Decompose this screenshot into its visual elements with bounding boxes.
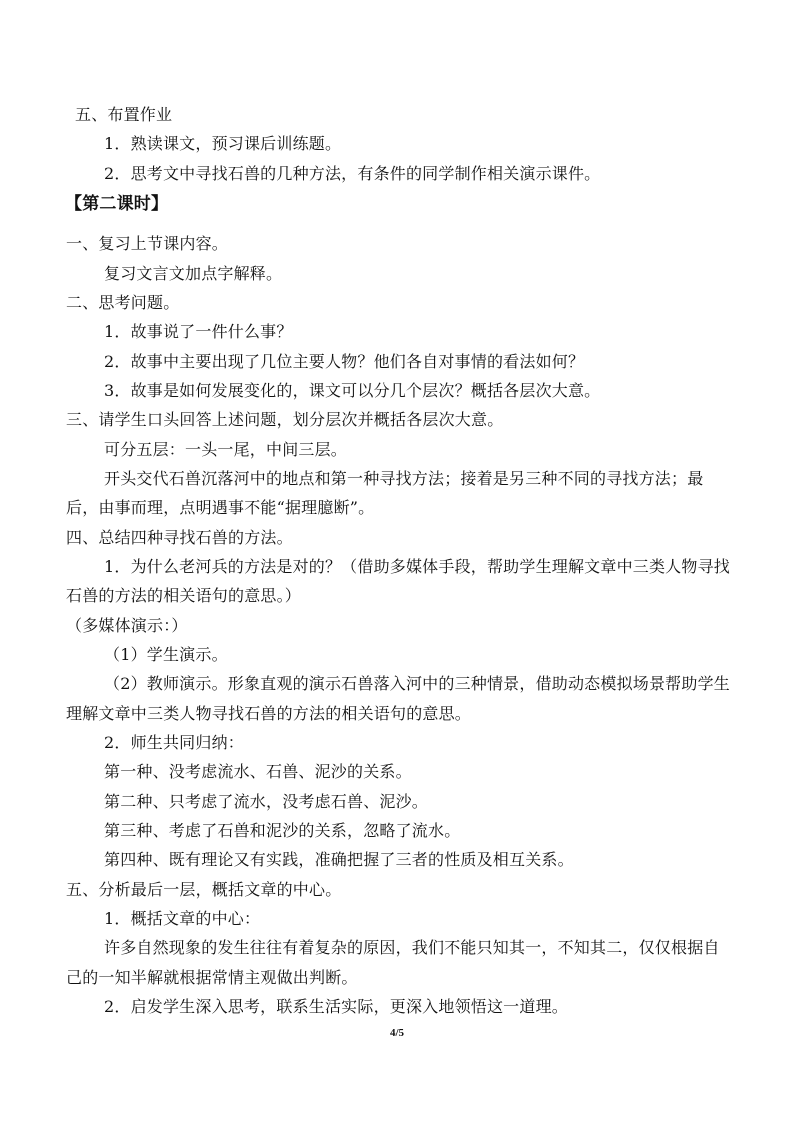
section-heading-four-methods: 四、总结四种寻找石兽的方法。 (66, 528, 293, 547)
page-number: 4/5 (389, 1027, 405, 1039)
demo-item-2-line-1: （2）教师演示。形象直观的演示石兽落入河中的三种情景，借助动态模拟场景帮助学生 (104, 674, 730, 693)
method-item-1-line-2: 石兽的方法的相关语句的意思。） (66, 586, 302, 605)
section-heading-analysis: 五、分析最后一层，概括文章的中心。 (66, 880, 342, 899)
section-heading-answer: 三、请学生口头回答上述问题，划分层次并概括各层次大意。 (66, 410, 504, 429)
paragraph-review: 复习文言文加点字解释。 (104, 264, 283, 283)
summary-third-method: 第三种、考虑了石兽和泥沙的关系，忽略了流水。 (104, 821, 461, 840)
summary-second-method: 第二种、只考虑了流水，没考虑石兽、泥沙。 (104, 792, 429, 811)
demo-item-2-line-2: 理解文章中三类人物寻找石兽的方法的相关语句的意思。 (66, 704, 472, 723)
paragraph-five-layers: 可分五层：一头一尾，中间三层。 (104, 440, 348, 459)
summary-first-method: 第一种、没考虑流水、石兽、泥沙的关系。 (104, 762, 412, 781)
section-heading-questions: 二、思考问题。 (66, 293, 180, 312)
central-idea-line-2: 己的一知半解就根据常情主观做出判断。 (66, 968, 358, 987)
paragraph-structure-line-2: 后，由事而理，点明遇事不能“据理臆断”。 (66, 498, 375, 517)
question-item-1: 1．故事说了一件什么事？ (104, 322, 293, 341)
homework-item-2: 2．思考文中寻找石兽的几种方法，有条件的同学制作相关演示课件。 (104, 164, 601, 183)
section-heading-homework: 五、布置作业 (75, 105, 173, 124)
homework-item-1: 1．熟读课文，预习课后训练题。 (104, 134, 342, 153)
analysis-item-2: 2．启发学生深入思考，联系生活实际，更深入地领悟这一道理。 (104, 997, 568, 1016)
demo-item-1: （1）学生演示。 (104, 645, 228, 664)
paragraph-structure-line-1: 开头交代石兽沉落河中的地点和第一种寻找方法；接着是另三种不同的寻找方法；最 (104, 469, 704, 488)
summary-item-2: 2．师生共同归纳： (104, 733, 244, 752)
analysis-item-1: 1．概括文章的中心： (104, 909, 261, 928)
multimedia-demo-label: （多媒体演示：） (66, 616, 188, 635)
question-item-3: 3．故事是如何发展变化的，课文可以分几个层次？概括各层次大意。 (104, 381, 601, 400)
section-heading-review: 一、复习上节课内容。 (66, 234, 229, 253)
lesson-title-second-period: 【第二课时】 (65, 194, 169, 214)
summary-fourth-method: 第四种、既有理论又有实践，准确把握了三者的性质及相互关系。 (104, 850, 574, 869)
central-idea-line-1: 许多自然现象的发生往往有着复杂的原因，我们不能只知其一，不知其二，仅仅根据自 (104, 938, 720, 957)
method-item-1-line-1: 1．为什么老河兵的方法是对的？（借助多媒体手段，帮助学生理解文章中三类人物寻找 (104, 557, 730, 576)
question-item-2: 2．故事中主要出现了几位主要人物？他们各自对事情的看法如何？ (104, 352, 585, 371)
